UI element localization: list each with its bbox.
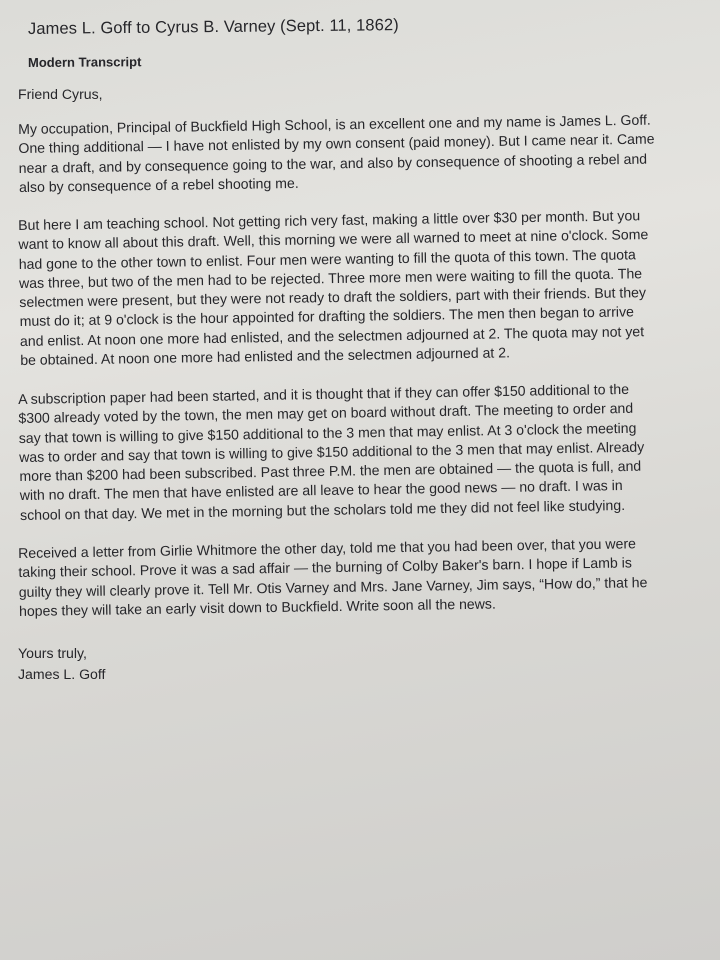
letter-paragraph-2: But here I am teaching school. Not getting rich very fast, making a little over $30 per month. But you want to know all about this draft. Well, this morning we were all warned to meet at nine o'clock. Some had gone to the other town to enlist. Four men were wanting to fill the quota of this town. The quota was three, but two of the men had to be rejected. Three more men were waiting to fill the quota. The selectmen were present, but they were not ready to draft the soldiers, part with their friends. But they must do it; at 9 o'clock is the hour appointed for drafting the soldiers. The men then began to arrive and enlist. At noon one more had enlisted, and the selectmen adjourned at 2. The quota may not yet be obtained. At noon one more had enlisted and the selectmen adjourned at 2.	[18, 207, 649, 369]
letter-closing: Yours truly,	[18, 645, 87, 662]
letter-paragraph-4: Received a letter from Girlie Whitmore the other day, told me that you had been over, that you were taking their school. Prove it was a sad affair — the burning of Colby Baker's barn. I hope if Lamb is guilty they will clearly prove it. Tell Mr. Otis Varney and Mrs. Jane Varney, Jim says, “How do,” that he hopes they will take an early visit down to Buckfield. Write soon all the news.	[18, 535, 648, 619]
letter-signature: James L. Goff	[18, 666, 106, 683]
document-title: James L. Goff to Cyrus B. Varney (Sept. 11, 1862)	[27, 16, 399, 38]
letter-paragraph-1: My occupation, Principal of Buckfield High School, is an excellent one and my name is James L. Goff. One thing additional — I have not enlisted by my own consent (paid money). But I came near it. Came near a draft, and by consequence going to the war, and also by consequence of shooting a rebel and also by consequence of a rebel shooting me.	[18, 111, 655, 196]
document-subtitle: Modern Transcript	[27, 54, 142, 70]
letter-paragraph-3: A subscription paper had been started, and it is thought that if they can offer $150 additional to the $300 already voted by the town, the men may get on board without draft. The meeting to order and say that town is willing to give $150 additional to the 3 men that may enlist. At 3 o'clock the meeting was to order and say that town is willing to give $150 additional to the 3 men that may enlist. Already more than $200 had been subscribed. Past three P.M. the men are obtained — the quota is full, and with no draft. The men that have enlisted are all leave to hear the good news — no draft. I was in school on that day. We met in the morning but the scholars told me they did not feel like studying.	[18, 380, 645, 523]
letter-salutation: Friend Cyrus,	[18, 86, 103, 102]
letter-closing-block	[18, 643, 218, 685]
letter-body	[18, 85, 658, 685]
